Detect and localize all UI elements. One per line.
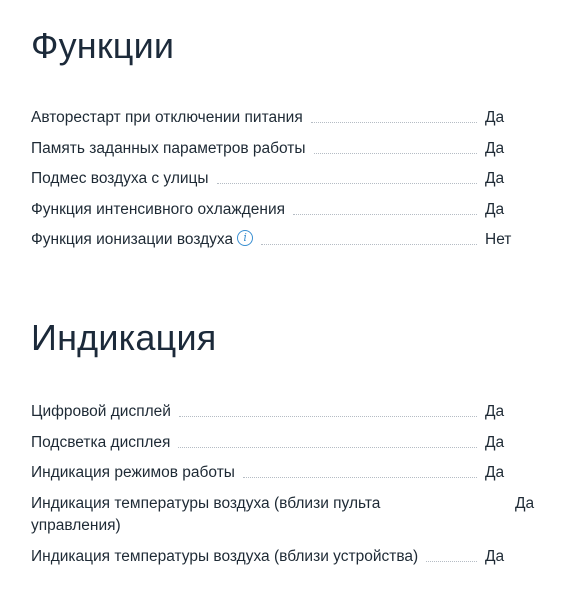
dot-leader	[426, 561, 477, 562]
dot-leader	[217, 183, 477, 184]
spec-row	[31, 432, 551, 454]
dot-leader	[178, 447, 477, 448]
spec-label: Индикация температуры воздуха (вблизи устройства)	[31, 547, 419, 565]
spec-label: Индикация температуры воздуха (вблизи пульта управления)	[31, 494, 381, 534]
dot-leader	[179, 416, 477, 417]
dot-leader	[261, 244, 477, 245]
spec-row	[31, 138, 551, 160]
spec-row	[31, 546, 551, 568]
spec-label: Индикация режимов работы	[31, 464, 235, 481]
spec-label: Функция интенсивного охлаждения	[31, 200, 286, 218]
spec-value: Да	[485, 547, 505, 565]
spec-label: Память заданных параметров работы	[31, 139, 306, 157]
dot-leader	[311, 122, 477, 123]
spec-label: Авторестарт при отключении питания	[31, 109, 303, 126]
spec-value: Да	[485, 433, 505, 451]
spec-value: Нет	[485, 231, 512, 248]
functions-list	[31, 107, 551, 260]
spec-value: Да	[485, 464, 505, 481]
dot-leader	[293, 214, 477, 215]
spec-row	[31, 168, 551, 190]
info-icon[interactable]: i	[237, 230, 253, 246]
functions-section	[31, 24, 551, 248]
indication-title: Индикация	[31, 317, 217, 358]
spec-label: Подсветка дисплея	[31, 433, 171, 451]
functions-title: Функции	[31, 25, 175, 66]
spec-label: Цифровой дисплей	[31, 403, 171, 420]
indication-list	[31, 401, 551, 576]
spec-row	[31, 401, 551, 423]
spec-row	[31, 107, 551, 129]
spec-value: Да	[485, 403, 505, 420]
spec-value: Да	[485, 170, 505, 187]
spec-value: Да	[485, 139, 505, 157]
spec-row	[31, 493, 551, 537]
dot-leader	[243, 477, 477, 478]
spec-value: Да	[485, 200, 505, 218]
indication-section	[31, 316, 551, 565]
spec-label: Подмес воздуха с улицы	[31, 170, 209, 187]
spec-row	[31, 199, 551, 221]
spec-value: Да	[515, 494, 535, 512]
spec-row	[31, 462, 551, 484]
spec-label	[31, 229, 253, 251]
dot-leader	[314, 153, 477, 154]
spec-label-text: Функция ионизации воздуха	[31, 231, 234, 248]
spec-row	[31, 229, 551, 251]
spec-value: Да	[485, 109, 505, 126]
